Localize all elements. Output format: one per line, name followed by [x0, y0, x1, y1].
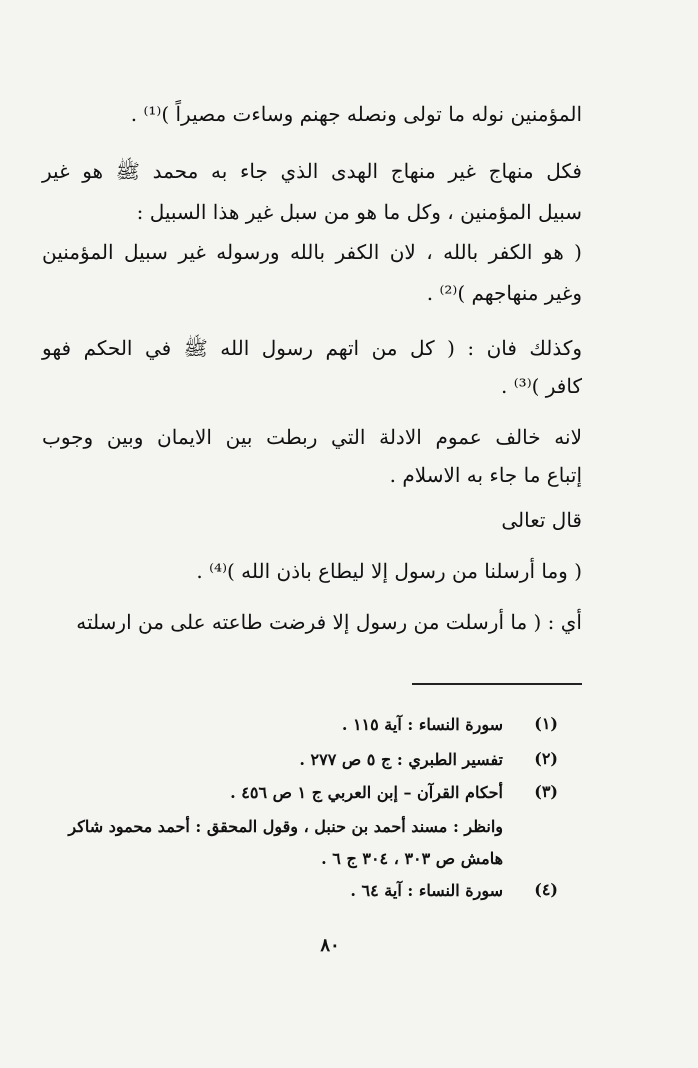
- footnote-3-text-1: أحكام القرآن – إبن العربي ج ١ ص ٤٥٦ .: [230, 783, 503, 802]
- footnote-2-text: تفسير الطبري : ج ٥ ص ٢٧٧ .: [299, 750, 503, 769]
- footnote-3-text-2: وانظر : مسند أحمد بن حنبل ، وقول المحقق : أحمد محمود شاكر: [68, 817, 503, 836]
- footnote-2-number: (٢): [534, 749, 558, 768]
- body-line-2: فكل منهاج غير منهاج الهدى الذي جاء به محمد ﷺ هو غير: [42, 159, 582, 183]
- footnote-4-text: سورة النساء : آية ٦٤ .: [350, 881, 503, 900]
- footnote-3-text-3: هامش ص ٣٠٣ ، ٣٠٤ ج ٦ .: [321, 849, 503, 868]
- footnote-4-number: (٤): [534, 880, 558, 899]
- footnote-1-number: (١): [534, 714, 558, 733]
- footnote-1-text: سورة النساء : آية ١١٥ .: [341, 715, 503, 734]
- body-line-3: سبيل المؤمنين ، وكل ما هو من سبل غير هذا السبيل :: [136, 200, 582, 224]
- body-line-12: أي : ( ما أرسلت من رسول إلا فرضت طاعته على من ارسلته: [76, 610, 582, 634]
- body-line-8: لانه خالف عموم الادلة التي ربطت بين الايمان وبين وجوب: [42, 425, 582, 449]
- body-line-7: كافر )⁽³⁾ .: [501, 374, 582, 398]
- body-line-1: المؤمنين نوله ما تولى ونصله جهنم وساءت مصيراً )⁽¹⁾ .: [130, 102, 582, 126]
- body-line-10: قال تعالى: [501, 508, 582, 532]
- page-number: ٨٠: [320, 935, 340, 956]
- body-line-6: وكذلك فان : ( كل من اتهم رسول الله ﷺ في الحكم فهو: [42, 336, 582, 360]
- body-line-4: ( هو الكفر بالله ، لان الكفر بالله ورسوله غير سبيل المؤمنين: [42, 240, 582, 264]
- body-line-5: وغير منهاجهم )⁽²⁾ .: [426, 281, 582, 305]
- footnote-3-number: (٣): [534, 782, 558, 801]
- body-line-11: ( وما أرسلنا من رسول إلا ليطاع باذن الله )⁽⁴⁾ .: [196, 559, 582, 583]
- footnote-separator: [412, 683, 582, 685]
- body-line-9: إتباع ما جاء به الاسلام .: [389, 463, 582, 487]
